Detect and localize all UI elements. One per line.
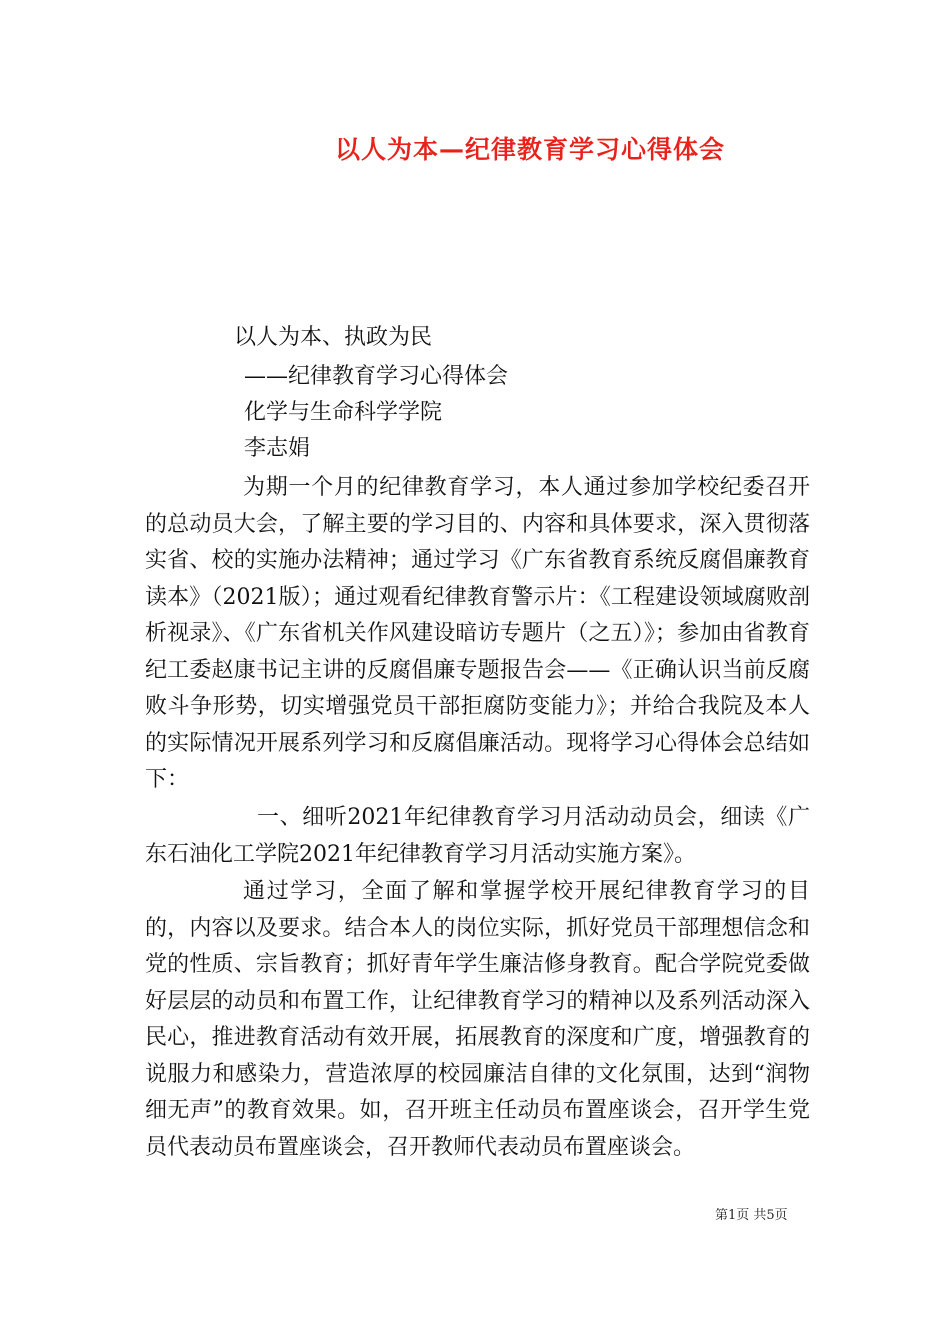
heading-line-4: 李志娟 [244, 436, 311, 461]
page-footer: 第1页 共5页 [715, 1208, 788, 1223]
body-paragraph-3: 通过学习，全面了解和掌握学校开展纪律教育学习的目的，内容以及要求。结合本人的岗位实际，抓好党员干部理想信念和党的性质、宗旨教育；抓好青年学生廉洁修身教育。配合学院党委做好层层的动员和布置工作，让纪律教育学习的精神以及系列活动深入民心，推进教育活动有效开展，拓展教育的深度和广度，增强教育的说服力和感染力，营造浓厚的校园廉洁自律的文化氛围，达到“润物细无声”的教育效果。如，召开班主任动员布置座谈会，召开学生党员代表动员布置座谈会，召开教师代表动员布置座谈会。 [145, 879, 810, 1160]
document-title: 以人为本—纪律教育学习心得体会 [334, 135, 725, 164]
body-paragraph-1: 为期一个月的纪律教育学习，本人通过参加学校纪委召开的总动员大会，了解主要的学习目的、内容和具体要求，深入贯彻落实省、校的实施办法精神；通过学习《广东省教育系统反腐倡廉教育读本》（2021版）；通过观看纪律教育警示片：《工程建设领域腐败剖析视录》、《广东省机关作风建设暗访专题片（之五）》；参加由省教育纪工委赵康书记主讲的反腐倡廉专题报告会——《正确认识当前反腐败斗争形势，切实增强党员干部拒腐防变能力》；并给合我院及本人的实际情况开展系列学习和反腐倡廉活动。现将学习心得体会总结如下： [145, 475, 810, 792]
heading-line-2: ——纪律教育学习心得体会 [244, 364, 509, 389]
body-paragraph-2: 一、细听2021年纪律教育学习月活动动员会，细读《广东石油化工学院2021年纪律教育学习月活动实施方案》。 [145, 805, 810, 867]
heading-line-3: 化学与生命科学学院 [244, 400, 443, 425]
heading-line-1: 以人为本、执政为民 [234, 325, 433, 350]
